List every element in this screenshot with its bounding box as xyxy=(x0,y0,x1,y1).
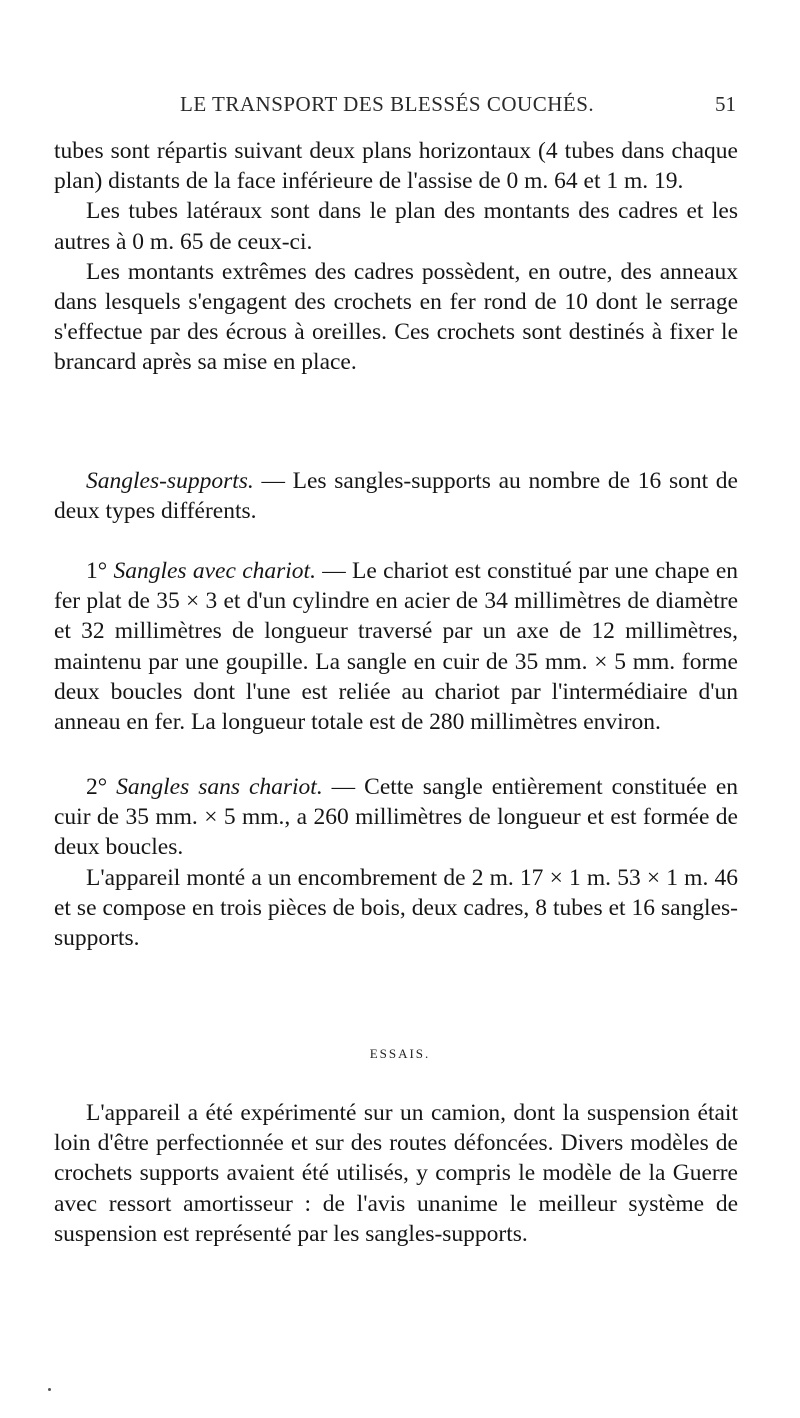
item-number: 1° xyxy=(86,558,114,584)
paragraph-tubes-planes: tubes sont répartis suivant deux plans horizontaux (4 tubes dans chaque plan) distants de la face inférieure de l'assise de 0 m. 64 et 1 m. 19. xyxy=(54,138,738,195)
sangles-supports-text: — Les sangles-supports au nombre de 16 sont de deux types différents. xyxy=(54,468,738,525)
paragraph-essais: L'appareil a été expérimenté sur un camion, dont la suspension était loin d'être perfectionnée et sur des routes défoncées. Divers modèles de crochets supports avaient été utilisés, y compris le modèle de la Guerre avec ressort amortisseur : de l'avis unanime le meilleur système de suspension est représenté par les sangles-supports. xyxy=(54,1100,738,1247)
subheading-sangles-sans-chariot: Sangles sans chariot. xyxy=(116,774,323,800)
running-title: LE TRANSPORT DES BLESSÉS COUCHÉS. xyxy=(180,92,595,116)
paper-speck xyxy=(48,1388,51,1391)
paragraph-montants: Les montants extrêmes des cadres possèdent, en outre, des anneaux dans lesquels s'engagent des crochets en fer rond de 10 dont le serrage s'effectue par des écrous à oreilles. Ces crochets sont destinés à fixer le brancard après sa mise en place. xyxy=(54,258,738,376)
section-essais xyxy=(54,1098,738,1249)
subheading-sangles-avec-chariot: Sangles avec chariot. xyxy=(113,558,316,584)
paragraph-sangles-sans-chariot xyxy=(54,772,738,863)
paragraph-tubes-lateraux: Les tubes latéraux sont dans le plan des montants des cadres et les autres à 0 m. 65 de ceux-ci. xyxy=(54,198,738,255)
section-tubes xyxy=(54,136,738,378)
paragraph-appareil-encombrement: L'appareil monté a un encombrement de 2 m. 17 × 1 m. 53 × 1 m. 46 et se compose en trois pièces de bois, deux cadres, 8 tubes et 16 sangles-supports. xyxy=(54,864,738,952)
page-header xyxy=(180,92,740,122)
page-number: 51 xyxy=(715,92,736,116)
sangles-avec-chariot-text: — Le chariot est constitué par une chape en fer plat de 35 × 3 et d'un cylindre en acier de 34 millimètres de diamètre et 32 millimètres de longueur traversé par un axe de 12 millimètres, maintenu par une goupille. La sangle en cuir de 35 mm. × 5 mm. forme deux boucles dont l'une est reliée au chariot par l'intermédiaire d'un anneau en fer. La longueur totale est de 280 millimètres environ. xyxy=(54,558,738,736)
subheading-sangles-supports: Sangles-supports. xyxy=(86,468,254,494)
section-sangles-sans-chariot xyxy=(54,772,738,953)
section-sangles-supports xyxy=(54,466,738,526)
section-sangles-avec-chariot xyxy=(54,556,738,737)
item-number: 2° xyxy=(86,774,117,800)
paragraph-sangles-supports xyxy=(54,466,738,526)
sangles-sans-chariot-text: — Cette sangle entièrement constituée en cuir de 35 mm. × 5 mm., a 260 millimètres de longueur et est formée de deux boucles. xyxy=(54,774,739,861)
section-heading-essais: ESSAIS. xyxy=(369,1046,431,1061)
paragraph-sangles-avec-chariot xyxy=(54,556,738,737)
